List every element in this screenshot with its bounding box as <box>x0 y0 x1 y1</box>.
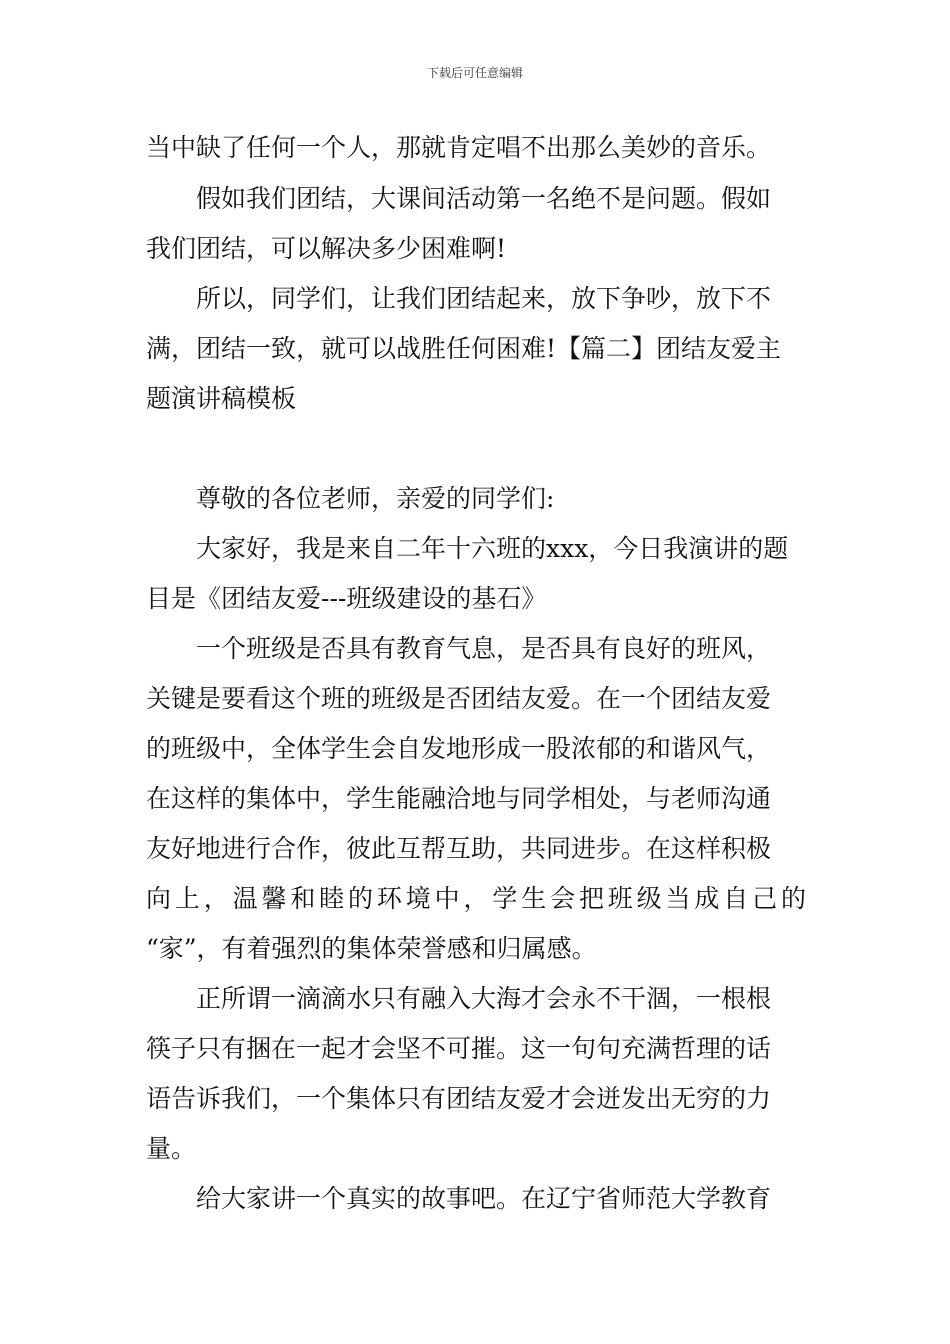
text-line: 关键是要看这个班的班级是否团结友爱。在一个团结友爱 <box>146 684 772 713</box>
text-line: 我们团结，可以解决多少困难啊! <box>146 234 507 263</box>
page-header: 下载后可任意编辑 <box>426 66 523 80</box>
text-line: 题演讲稿模板 <box>146 384 297 413</box>
text-line: 在这样的集体中，学生能融洽地与同学相处，与老师沟通 <box>146 784 772 813</box>
text-line: 量。 <box>146 1134 197 1163</box>
text-line: 满，团结一致，就可以战胜任何困难!【篇二】团结友爱主 <box>146 334 782 363</box>
text-line: 的班级中，全体学生会自发地形成一股浓郁的和谐风气， <box>146 734 772 763</box>
text-line: 一个班级是否具有教育气息，是否具有良好的班风， <box>196 634 772 663</box>
text-line: 向上，温馨和睦的环境中，学生会把班级当成自己的 <box>146 884 806 913</box>
text-line: 所以，同学们，让我们团结起来，放下争吵，放下不 <box>196 284 772 313</box>
text-line: 大家好，我是来自二年十六班的xxx，今日我演讲的题 <box>196 534 789 563</box>
text-line: 筷子只有捆在一起才会坚不可摧。这一句句充满哲理的话 <box>146 1034 772 1063</box>
text-line: 正所谓一滴滴水只有融入大海才会永不干涸，一根根 <box>196 984 772 1013</box>
text-line: “家”，有着强烈的集体荣誉感和归属感。 <box>146 934 597 963</box>
text-line: 假如我们团结，大课间活动第一名绝不是问题。假如 <box>196 184 772 213</box>
text-line: 当中缺了任何一个人，那就肯定唱不出那么美妙的音乐。 <box>146 133 772 162</box>
text-line: 给大家讲一个真实的故事吧。在辽宁省师范大学教育 <box>196 1184 772 1213</box>
text-line: 尊敬的各位老师，亲爱的同学们: <box>196 484 555 513</box>
text-line: 目是《团结友爱---班级建设的基石》 <box>146 584 547 613</box>
text-line: 语告诉我们，一个集体只有团结友爱才会迸发出无穷的力 <box>146 1084 772 1113</box>
text-line: 友好地进行合作，彼此互帮互助，共同进步。在这样积极 <box>146 834 772 863</box>
